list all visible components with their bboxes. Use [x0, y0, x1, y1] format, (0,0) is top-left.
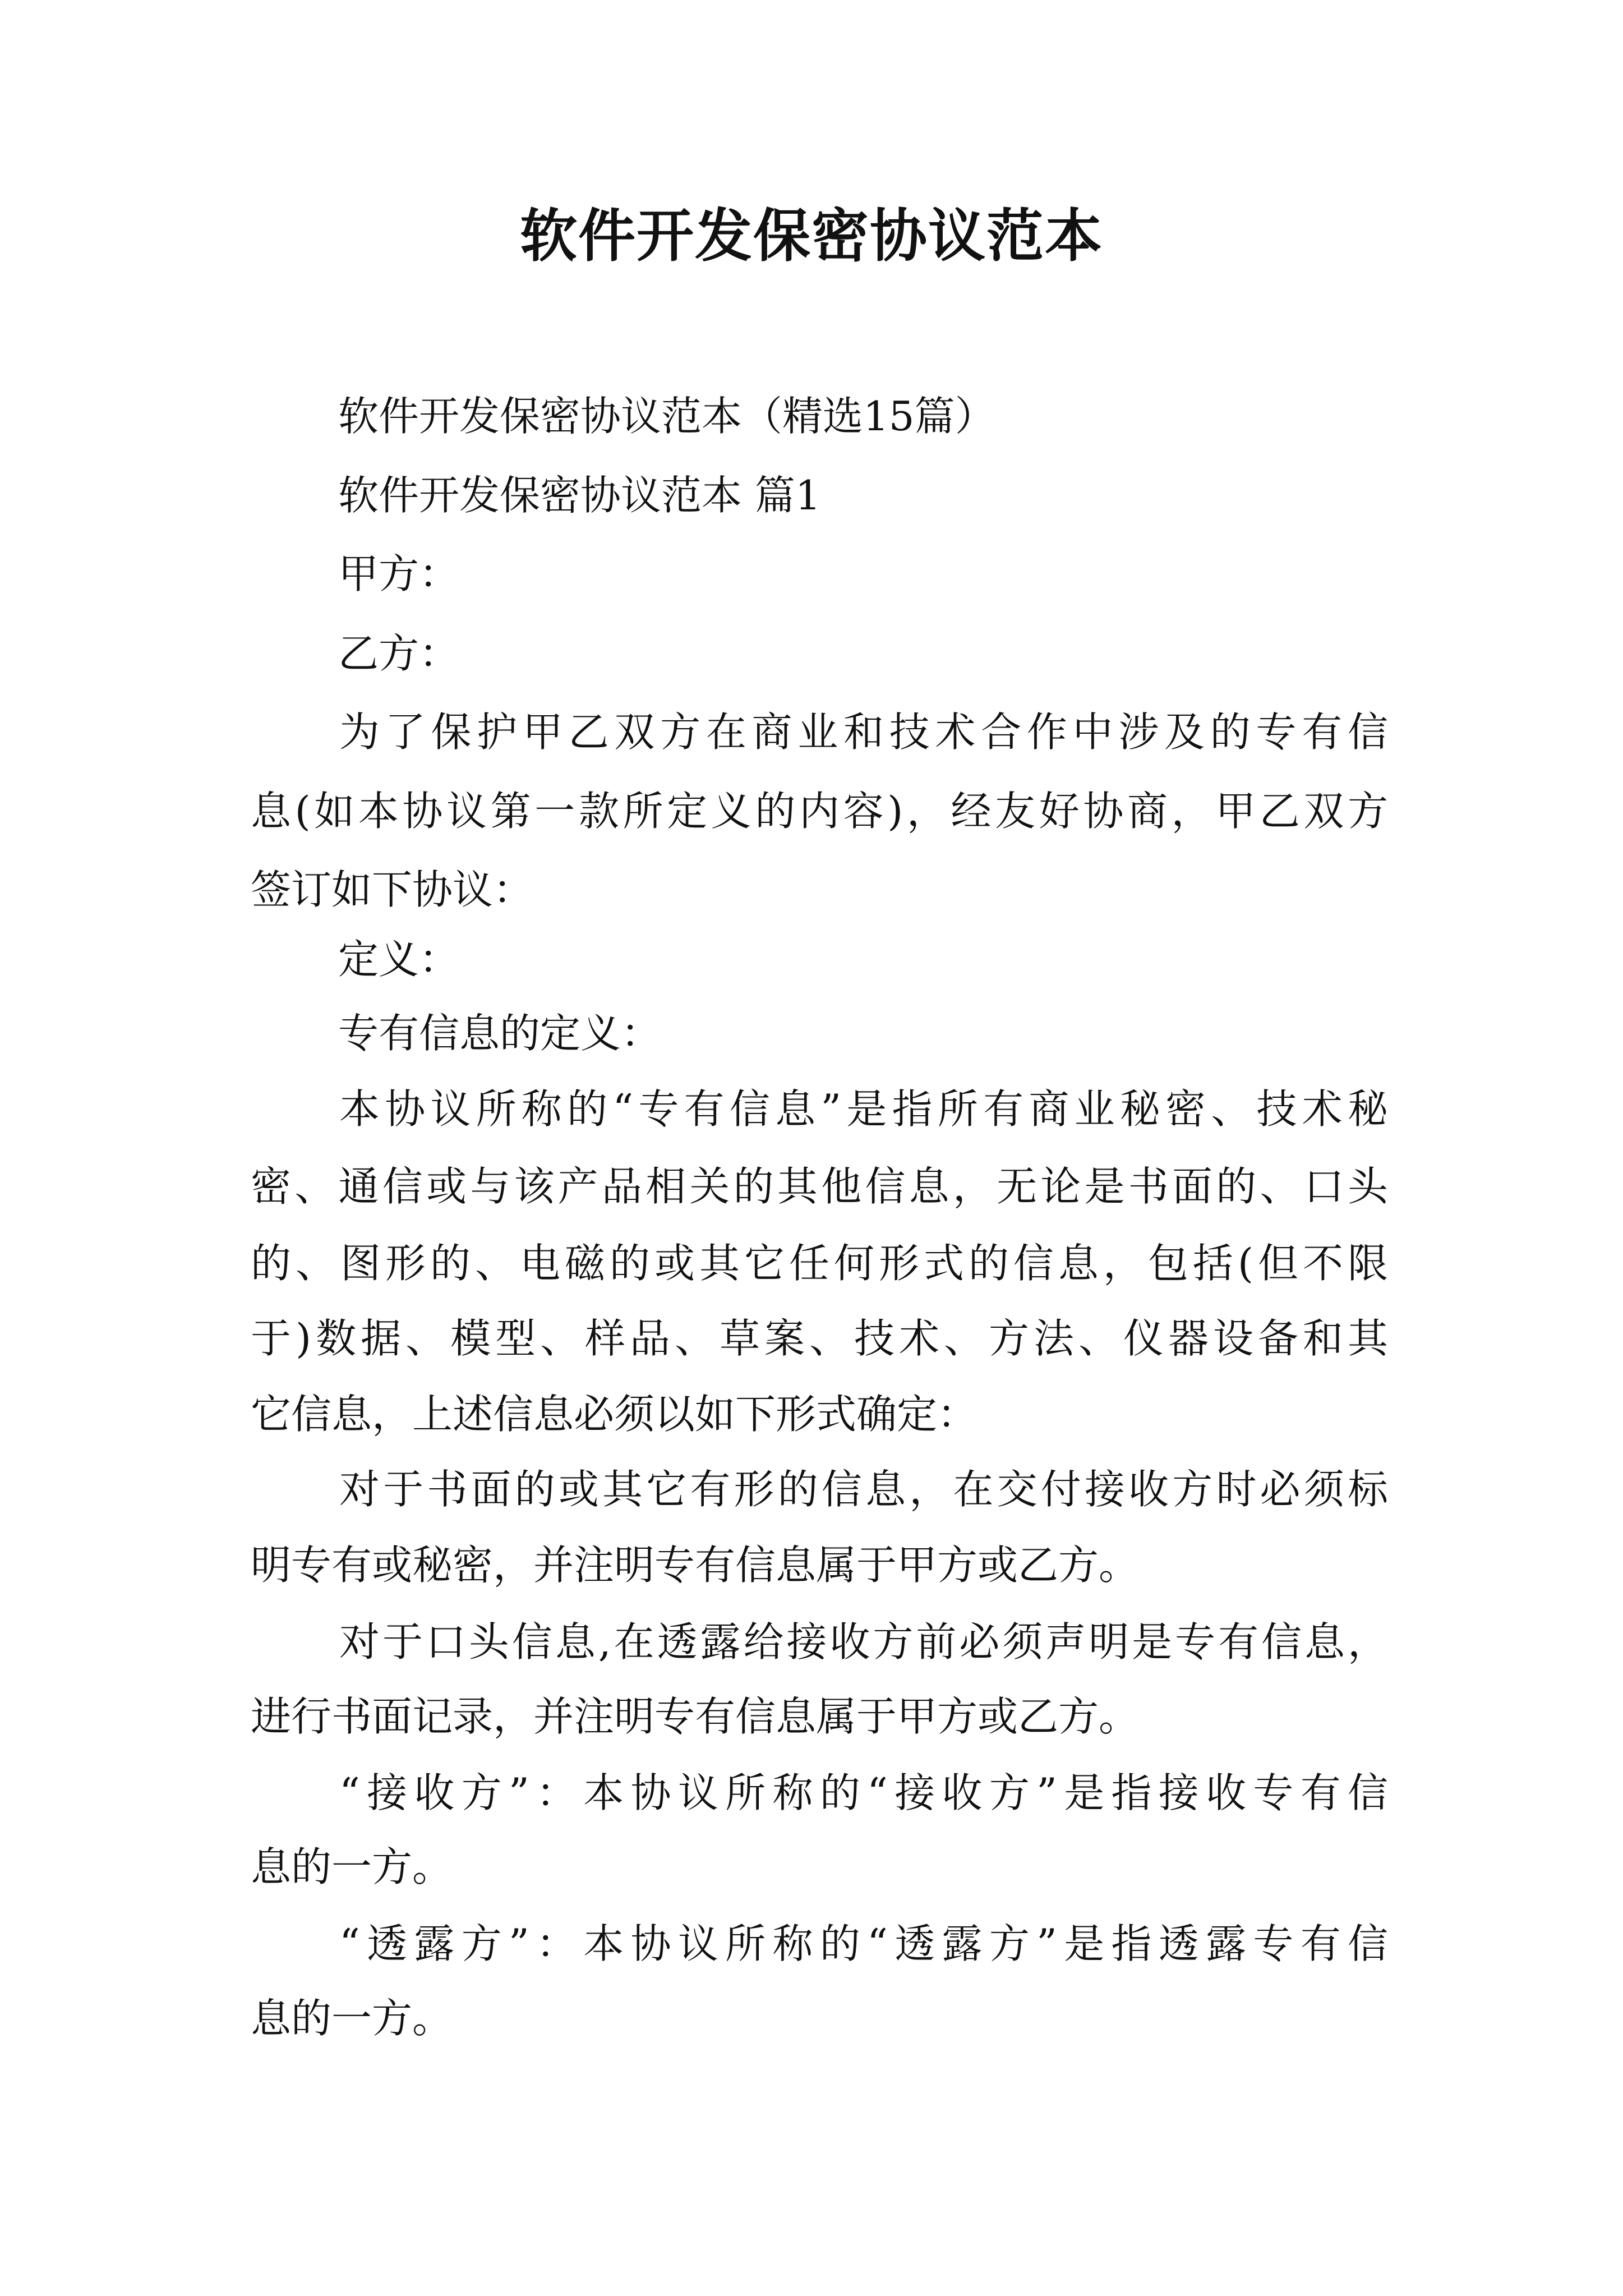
proprietary-info-heading: 专有信息的定义： — [338, 1010, 662, 1057]
paragraph-line: 于)数据、模型、样品、草案、技术、方法、仪器设备和其 — [251, 1315, 1388, 1362]
paragraph-line: 签订如下协议： — [251, 866, 534, 913]
paragraph-line: 息的一方。 — [251, 1995, 453, 2042]
paragraph-line: 息的一方。 — [251, 1843, 453, 1890]
section-heading: 软件开发保密协议范本 篇1 — [338, 472, 821, 519]
party-a-label: 甲方： — [338, 550, 460, 597]
paragraph-line: 为了保护甲乙双方在商业和技术合作中涉及的专有信 — [339, 708, 1388, 756]
paragraph-line: 密、通信或与该产品相关的其他信息，无论是书面的、口头 — [251, 1163, 1388, 1210]
paragraph-line: 对于口头信息,在透露给接收方前必须声明是专有信息， — [339, 1618, 1388, 1665]
paragraph-line: 进行书面记录，并注明专有信息属于甲方或乙方。 — [251, 1693, 1140, 1740]
document-subtitle: 软件开发保密协议范本（精选15篇） — [338, 393, 995, 440]
paragraph-line: 的、图形的、电磁的或其它任何形式的信息，包括(但不限 — [251, 1240, 1388, 1287]
paragraph-line: 本协议所称的“专有信息”是指所有商业秘密、技术秘 — [339, 1085, 1388, 1133]
paragraph-line: 对于书面的或其它有形的信息，在交付接收方时必须标 — [339, 1466, 1388, 1513]
paragraph-line: “透露方”：本协议所称的“透露方”是指透露专有信 — [339, 1920, 1388, 1967]
party-b-label: 乙方： — [338, 630, 460, 677]
paragraph-line: 它信息，上述信息必须以如下形式确定： — [251, 1391, 978, 1438]
paragraph-line: 明专有或秘密，并注明专有信息属于甲方或乙方。 — [251, 1542, 1140, 1589]
definitions-heading: 定义： — [338, 936, 460, 983]
document-title: 软件开发保密协议范本 — [520, 203, 1103, 270]
paragraph-line: 息(如本协议第一款所定义的内容)，经友好协商，甲乙双方 — [251, 788, 1388, 835]
paragraph-line: “接收方”：本协议所称的“接收方”是指接收专有信 — [339, 1769, 1388, 1816]
